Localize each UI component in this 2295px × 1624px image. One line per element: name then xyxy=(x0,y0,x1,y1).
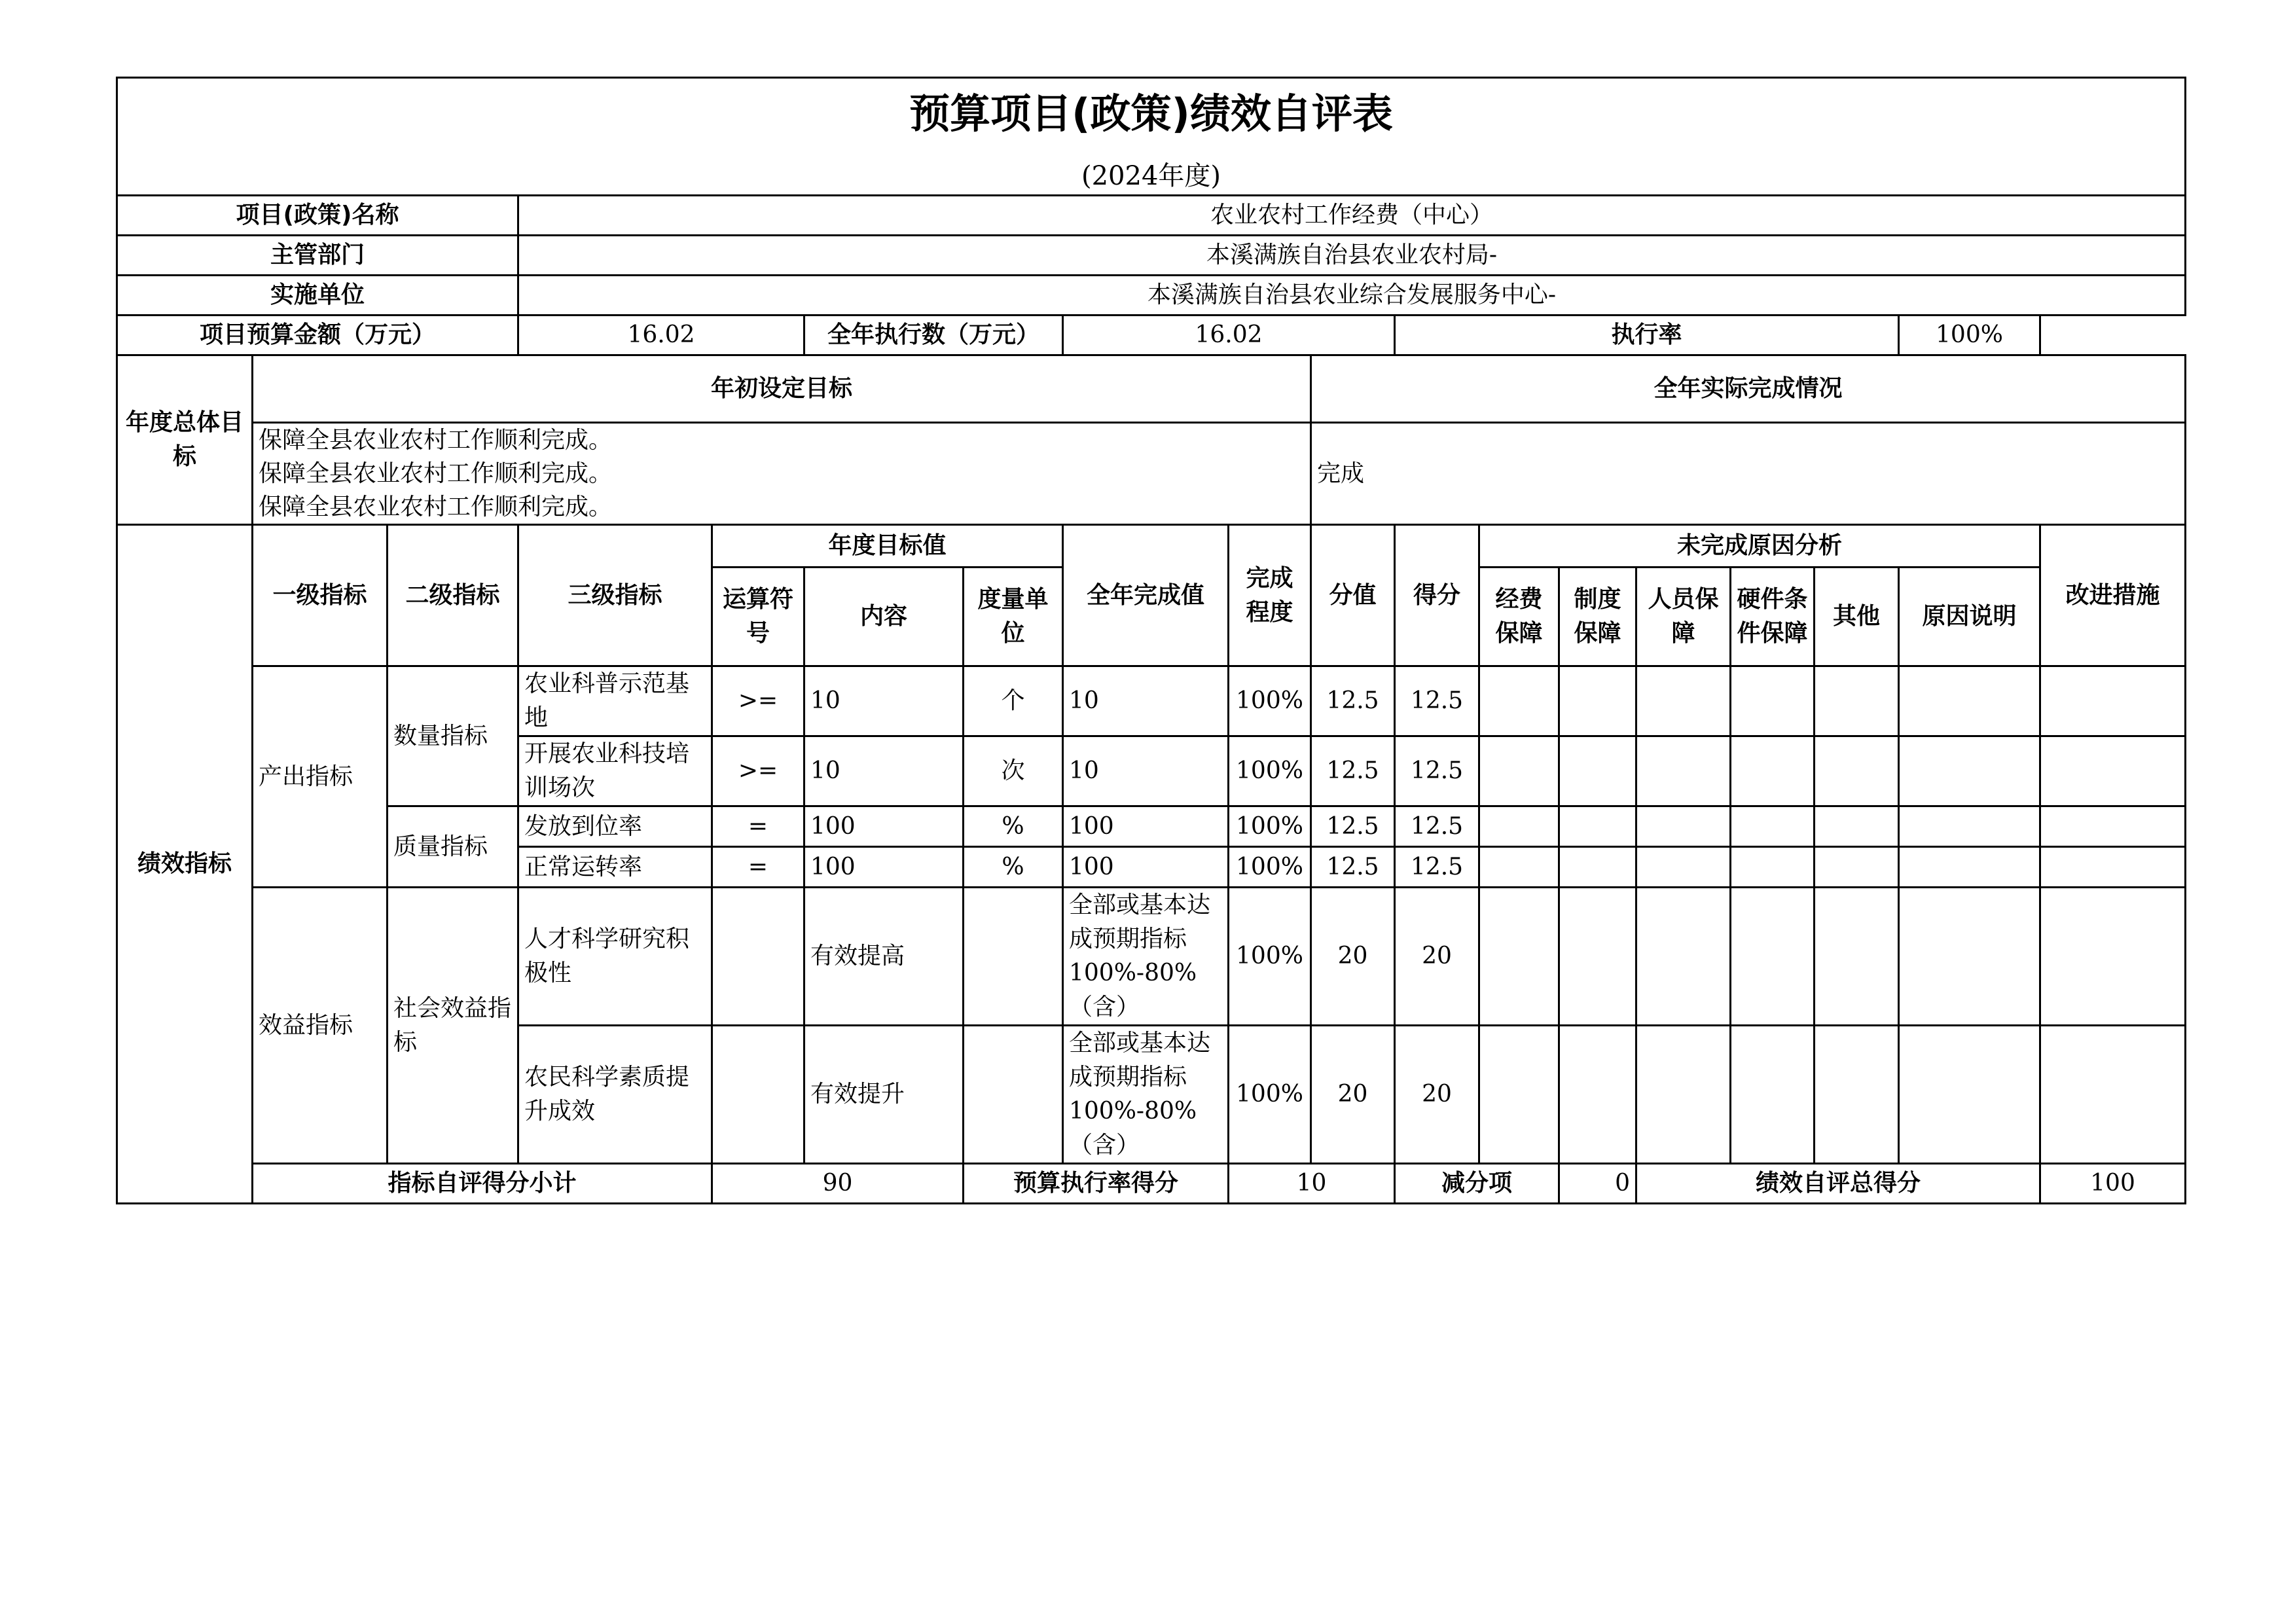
indicator-score: 12.5 xyxy=(1395,666,1479,736)
deduction-value: 0 xyxy=(1559,1164,1636,1204)
total-score-value: 100 xyxy=(2040,1164,2186,1204)
unit-header: 度量单位 xyxy=(964,568,1063,666)
hardware-header: 硬件条件保障 xyxy=(1731,568,1815,666)
target-text xyxy=(253,423,1311,525)
performance-indicator-label: 绩效指标 xyxy=(117,525,253,1204)
indicator-completion: 100% xyxy=(1229,666,1311,736)
actual-header: 全年实际完成情况 xyxy=(1311,355,2186,423)
indicator-actual: 全部或基本达成预期指标100%-80%（含） xyxy=(1063,888,1229,1026)
reason-header: 原因说明 xyxy=(1899,568,2040,666)
indicator-value: 20 xyxy=(1311,888,1395,1026)
budget-label: 项目预算金额（万元） xyxy=(117,316,518,355)
indicator-unit: 次 xyxy=(964,736,1063,806)
target-line: 保障全县农业农村工作顺利完成。 xyxy=(259,494,613,520)
indicator-completion: 100% xyxy=(1229,806,1311,847)
indicator-unit: % xyxy=(964,806,1063,847)
benefit-indicator-label: 效益指标 xyxy=(253,888,388,1164)
indicator-completion: 100% xyxy=(1229,736,1311,806)
indicator-unit xyxy=(964,1026,1063,1164)
indicator-score: 20 xyxy=(1395,888,1479,1026)
budget-score-value: 10 xyxy=(1229,1164,1395,1204)
indicator-unit: 个 xyxy=(964,666,1063,736)
target-line: 保障全县农业农村工作顺利完成。 xyxy=(259,460,613,487)
executed-label: 全年执行数（万元） xyxy=(804,316,1063,355)
funding-header: 经费保障 xyxy=(1479,568,1559,666)
indicator-score: 12.5 xyxy=(1395,847,1479,888)
indicator-completion: 100% xyxy=(1229,1026,1311,1164)
indicator-content: 有效提升 xyxy=(804,1026,964,1164)
content-header: 内容 xyxy=(804,568,964,666)
operator-header: 运算符号 xyxy=(712,568,804,666)
improvement-header: 改进措施 xyxy=(2040,525,2186,666)
indicator-score: 12.5 xyxy=(1395,806,1479,847)
indicator-value: 20 xyxy=(1311,1026,1395,1164)
subtotal-value: 90 xyxy=(712,1164,964,1204)
indicator-value: 12.5 xyxy=(1311,806,1395,847)
indicator-value: 12.5 xyxy=(1311,666,1395,736)
indicator-completion: 100% xyxy=(1229,847,1311,888)
quantity-indicator-label: 数量指标 xyxy=(388,666,518,806)
total-score-label: 绩效自评总得分 xyxy=(1636,1164,2040,1204)
indicator-operator xyxy=(712,1026,804,1164)
indicator-score: 20 xyxy=(1395,1026,1479,1164)
indicator-actual: 100 xyxy=(1063,847,1229,888)
score-header: 得分 xyxy=(1395,525,1479,666)
level1-header: 一级指标 xyxy=(253,525,388,666)
table-row xyxy=(117,806,2186,847)
indicator-name: 人才科学研究积极性 xyxy=(518,888,712,1026)
indicator-completion: 100% xyxy=(1229,888,1311,1026)
subtotal-label: 指标自评得分小计 xyxy=(253,1164,712,1204)
output-indicator-label: 产出指标 xyxy=(253,666,388,888)
target-line: 保障全县农业农村工作顺利完成。 xyxy=(259,427,613,454)
indicator-content: 10 xyxy=(804,666,964,736)
level2-header: 二级指标 xyxy=(388,525,518,666)
social-benefit-label: 社会效益指标 xyxy=(388,888,518,1164)
indicator-unit xyxy=(964,888,1063,1026)
indicator-operator: >= xyxy=(712,736,804,806)
table-row xyxy=(117,666,2186,736)
rate-value: 100% xyxy=(1899,316,2040,355)
indicator-operator: >= xyxy=(712,666,804,736)
completion-header: 完成程度 xyxy=(1229,525,1311,666)
indicator-actual: 10 xyxy=(1063,666,1229,736)
system-header: 制度保障 xyxy=(1559,568,1636,666)
indicator-content: 100 xyxy=(804,806,964,847)
indicator-content: 100 xyxy=(804,847,964,888)
target-header: 年初设定目标 xyxy=(253,355,1311,423)
indicator-value: 12.5 xyxy=(1311,847,1395,888)
page-subtitle: (2024年度) xyxy=(117,150,2186,196)
quality-indicator-label: 质量指标 xyxy=(388,806,518,888)
budget-value: 16.02 xyxy=(518,316,804,355)
evaluation-table xyxy=(116,77,2186,1204)
indicator-name: 发放到位率 xyxy=(518,806,712,847)
unfinished-header: 未完成原因分析 xyxy=(1479,525,2040,568)
level3-header: 三级指标 xyxy=(518,525,712,666)
budget-score-label: 预算执行率得分 xyxy=(964,1164,1229,1204)
self-evaluation-sheet xyxy=(116,77,2184,1197)
indicator-score: 12.5 xyxy=(1395,736,1479,806)
indicator-operator: = xyxy=(712,806,804,847)
indicator-actual: 全部或基本达成预期指标100%-80%（含） xyxy=(1063,1026,1229,1164)
indicator-actual: 10 xyxy=(1063,736,1229,806)
indicator-operator xyxy=(712,888,804,1026)
indicator-unit: % xyxy=(964,847,1063,888)
unit-value: 本溪满族自治县农业综合发展服务中心- xyxy=(518,276,2186,316)
score-value-header: 分值 xyxy=(1311,525,1395,666)
indicator-name: 农业科普示范基地 xyxy=(518,666,712,736)
project-name-label: 项目(政策)名称 xyxy=(117,196,518,236)
indicator-name: 正常运转率 xyxy=(518,847,712,888)
indicator-actual: 100 xyxy=(1063,806,1229,847)
indicator-name: 开展农业科技培训场次 xyxy=(518,736,712,806)
unit-label: 实施单位 xyxy=(117,276,518,316)
indicator-value: 12.5 xyxy=(1311,736,1395,806)
rate-label: 执行率 xyxy=(1395,316,1899,355)
actual-value-header: 全年完成值 xyxy=(1063,525,1229,666)
page-title: 预算项目(政策)绩效自评表 xyxy=(117,78,2186,150)
indicator-name: 农民科学素质提升成效 xyxy=(518,1026,712,1164)
deduction-label: 减分项 xyxy=(1395,1164,1559,1204)
staff-header: 人员保障 xyxy=(1636,568,1731,666)
actual-text: 完成 xyxy=(1311,423,2186,525)
project-name-value: 农业农村工作经费（中心） xyxy=(518,196,2186,236)
table-row xyxy=(117,888,2186,1026)
executed-value: 16.02 xyxy=(1063,316,1395,355)
dept-value: 本溪满族自治县农业农村局- xyxy=(518,236,2186,276)
indicator-operator: = xyxy=(712,847,804,888)
indicator-content: 10 xyxy=(804,736,964,806)
other-header: 其他 xyxy=(1815,568,1899,666)
indicator-content: 有效提高 xyxy=(804,888,964,1026)
annual-goal-label: 年度总体目标 xyxy=(117,355,253,525)
annual-target-header: 年度目标值 xyxy=(712,525,1063,568)
dept-label: 主管部门 xyxy=(117,236,518,276)
